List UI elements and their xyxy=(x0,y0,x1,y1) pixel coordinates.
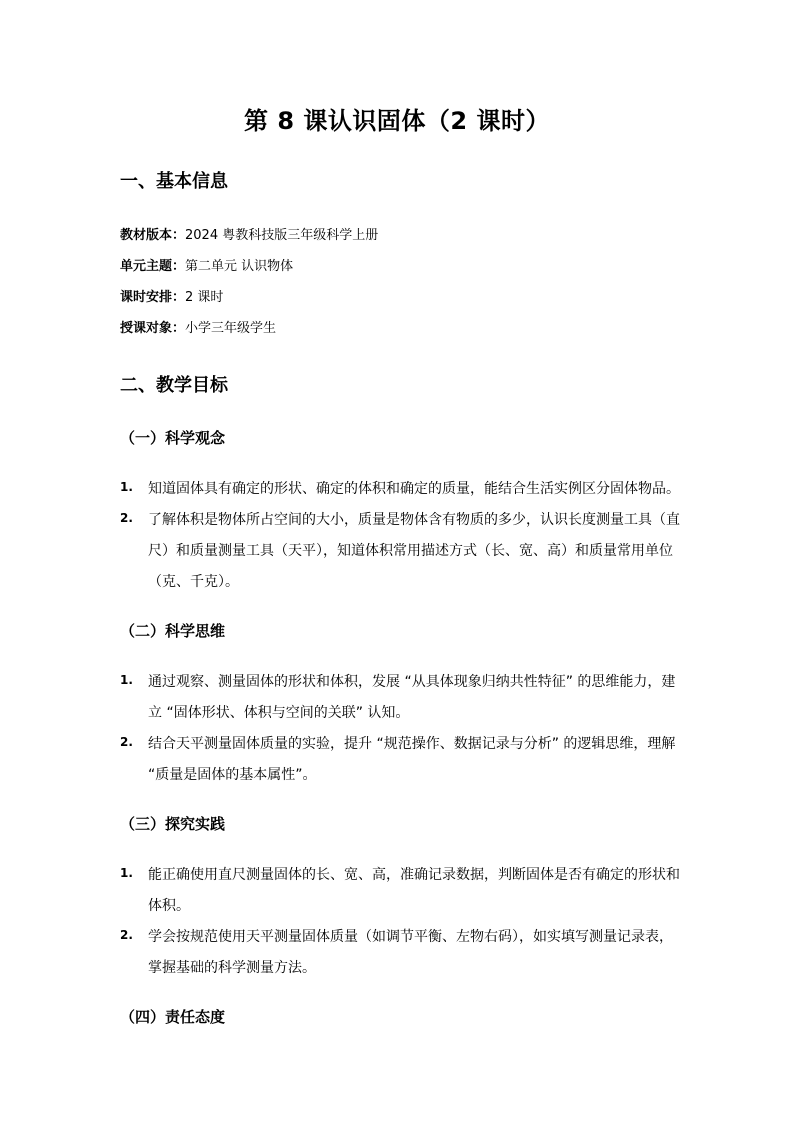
info-row-unit xyxy=(120,255,293,274)
list-item-line: 通过观察、测量固体的形状和体积，发展 “从具体现象归纳共性特征” 的思维能力，建 xyxy=(148,674,676,690)
info-value: 第二单元 认识物体 xyxy=(185,259,294,274)
list-item-line: 立 “固体形状、体积与空间的关联” 认知。 xyxy=(148,705,410,721)
info-label: 授课对象： xyxy=(120,321,186,336)
list-number: 2. xyxy=(120,511,133,525)
list-item-line: （克、千克）。 xyxy=(148,574,239,590)
info-row-hours xyxy=(120,286,223,305)
list-number: 1. xyxy=(120,866,133,880)
subsection-heading-thinking: （二）科学思维 xyxy=(120,622,226,640)
list-item-line: 学会按规范使用天平测量固体质量（如调节平衡、左物右码），如实填写测量记录表， xyxy=(148,929,673,945)
section-heading-objectives: 二、教学目标 xyxy=(120,375,228,396)
info-label: 单元主题： xyxy=(120,259,186,274)
list-number: 1. xyxy=(120,480,133,494)
list-number: 1. xyxy=(120,673,133,687)
subsection-heading-attitude: （四）责任态度 xyxy=(120,1008,226,1026)
info-row-audience xyxy=(120,317,276,336)
info-label: 教材版本： xyxy=(120,228,186,243)
list-item-line: 尺）和质量测量工具（天平），知道体积常用描述方式（长、宽、高）和质量常用单位 xyxy=(148,543,673,559)
info-label: 课时安排： xyxy=(120,290,186,305)
list-item-line: 知道固体具有确定的形状、确定的体积和确定的质量，能结合生活实例区分固体物品。 xyxy=(148,481,680,497)
list-number: 2. xyxy=(120,928,133,942)
list-item-line: 了解体积是物体所占空间的大小，质量是物体含有物质的多少，认识长度测量工具（直 xyxy=(148,512,680,528)
section-heading-basic-info: 一、基本信息 xyxy=(120,171,228,192)
page-title: 第 8 课认识固体（2 课时） xyxy=(244,107,550,135)
list-item-line: 能正确使用直尺测量固体的长、宽、高，准确记录数据，判断固体是否有确定的形状和 xyxy=(148,867,680,883)
list-item-line: 掌握基础的科学测量方法。 xyxy=(148,960,316,976)
list-item-line: 结合天平测量固体质量的实验，提升 “规范操作、数据记录与分析” 的逻辑思维，理解 xyxy=(148,736,676,752)
list-number: 2. xyxy=(120,735,133,749)
subsection-heading-practice: （三）探究实践 xyxy=(120,815,226,833)
info-value: 小学三年级学生 xyxy=(185,321,277,336)
info-row-textbook xyxy=(120,224,378,243)
info-value: 2024 粤教科技版三年级科学上册 xyxy=(185,228,379,243)
subsection-heading-concept: （一）科学观念 xyxy=(120,429,226,447)
info-value: 2 课时 xyxy=(185,290,224,305)
list-item-line: 体积。 xyxy=(148,898,190,914)
list-item-line: “质量是固体的基本属性”。 xyxy=(148,767,317,783)
